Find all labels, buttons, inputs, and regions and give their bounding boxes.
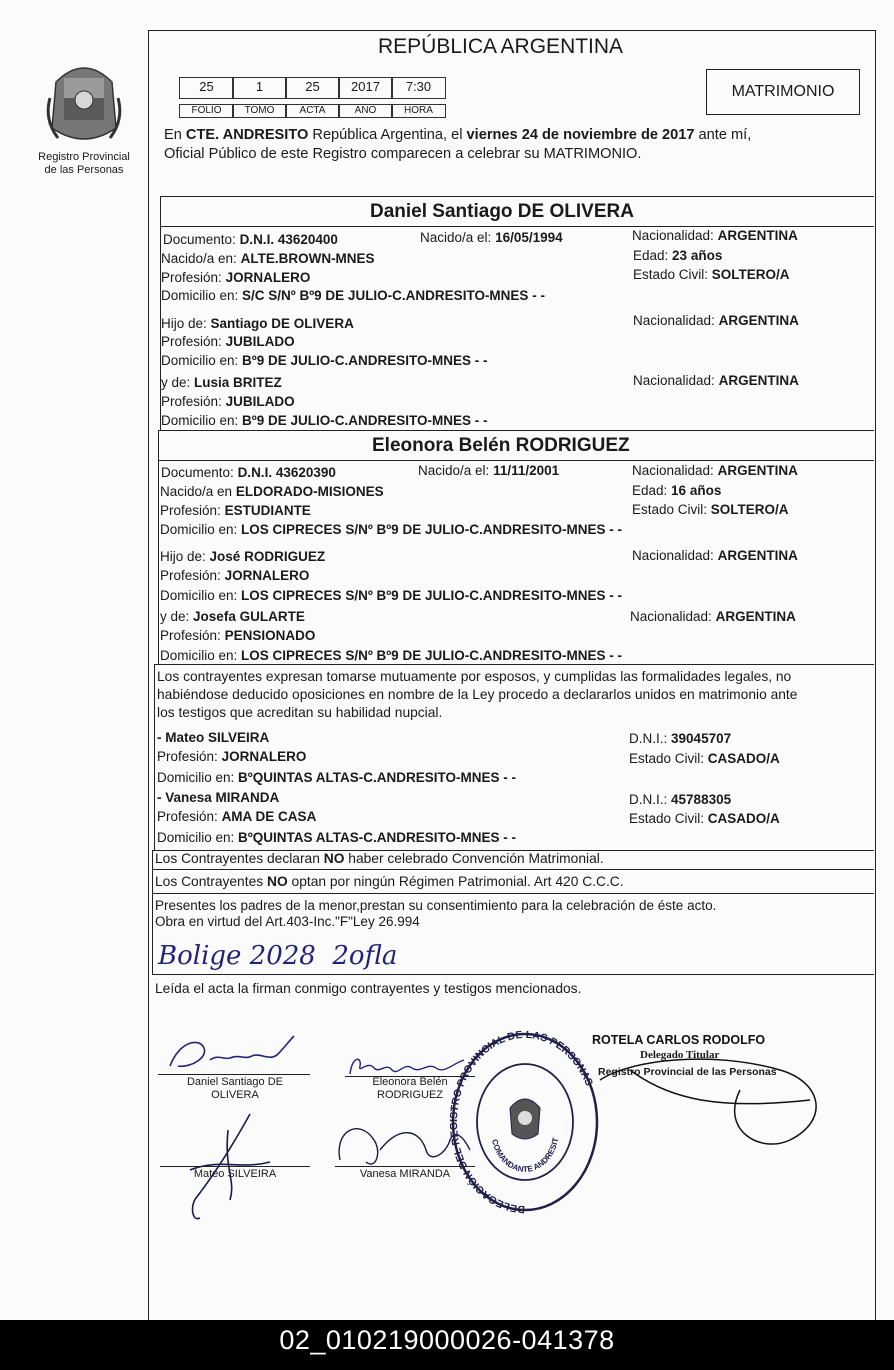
closing-text: Leída el acta la firman conmigo contrayentes y testigos mencionados. <box>155 981 582 996</box>
intro-line1: En CTE. ANDRESITO República Argentina, el viernes 24 de noviembre de 2017 ante mí, <box>164 127 752 143</box>
hour-label: HORA <box>391 104 446 118</box>
bride-mother-nationality: Nacionalidad: ARGENTINA <box>630 609 796 624</box>
year-value: 2017 <box>338 77 393 99</box>
witness2-name: - Vanesa MIRANDA <box>157 790 280 805</box>
groom-mother: y de: Lusia BRITEZ <box>161 375 282 390</box>
logo-arc-text: PROVINCIA DE MISIONES <box>48 48 118 85</box>
witness2-civil-status: Estado Civil: CASADO/A <box>629 811 780 826</box>
folio-value: 25 <box>179 77 234 99</box>
declaration-line3: los testigos que acreditan su habilidad nupcial. <box>157 705 443 720</box>
groom-father-domicile: Domicilio en: Bº9 DE JULIO-C.ANDRESITO-MNES - - <box>161 353 488 368</box>
bride-nationality: Nacionalidad: ARGENTINA <box>632 463 798 478</box>
acta-label: ACTA <box>285 104 340 118</box>
witness1-civil-status: Estado Civil: CASADO/A <box>629 751 780 766</box>
acta-value: 25 <box>285 77 340 99</box>
groom-birthplace: Nacido/a en: ALTE.BROWN-MNES <box>161 251 375 266</box>
svg-text:COMANDANTE ANDRESITO <box>450 1030 560 1174</box>
registry-stamp <box>450 1030 600 1220</box>
groom-profession: Profesión: JORNALERO <box>161 270 311 285</box>
groom-signature-label: Daniel Santiago DE OLIVERA <box>186 1076 283 1101</box>
bride-father-domicile: Domicilio en: LOS CIPRECES S/Nº Bº9 DE JULIO-C.ANDRESITO-MNES - - <box>160 588 622 603</box>
notes-line2: Obra en virtud del Art.403-Inc."F"Ley 26.994 <box>155 914 420 929</box>
bride-father: Hijo de: José RODRIGUEZ <box>160 549 326 564</box>
tomo-value: 1 <box>232 77 287 99</box>
witness2-signature-label: Vanesa MIRANDA <box>359 1168 451 1180</box>
groom-father-nationality: Nacionalidad: ARGENTINA <box>633 313 799 328</box>
bride-mother-profession: Profesión: PENSIONADO <box>160 628 316 643</box>
groom-mother-nationality: Nacionalidad: ARGENTINA <box>633 373 799 388</box>
witness1-domicile: Domicilio en: BºQUINTAS ALTAS-C.ANDRESITO-MNES - - <box>157 770 516 785</box>
official-title: Delegado Titular <box>640 1049 720 1061</box>
groom-mother-domicile: Domicilio en: Bº9 DE JULIO-C.ANDRESITO-MNES - - <box>161 413 488 428</box>
groom-domicile: Domicilio en: S/C S/Nº Bº9 DE JULIO-C.ANDRESITO-MNES - - <box>161 288 545 303</box>
groom-father: Hijo de: Santiago DE OLIVERA <box>161 316 354 331</box>
groom-age: Edad: 23 años <box>633 248 723 263</box>
document-title: REPÚBLICA ARGENTINA <box>378 35 624 58</box>
witness1-name: - Mateo SILVEIRA <box>157 730 270 745</box>
groom-nationality: Nacionalidad: ARGENTINA <box>632 228 798 243</box>
bride-document: Documento: D.N.I. 43620390 <box>161 465 336 480</box>
witness2-domicile: Domicilio en: BºQUINTAS ALTAS-C.ANDRESITO-MNES - - <box>157 830 516 845</box>
bride-name: Eleonora Belén RODRIGUEZ <box>372 435 630 456</box>
record-type: MATRIMONIO <box>731 83 835 100</box>
groom-mother-profession: Profesión: JUBILADO <box>161 394 295 409</box>
bride-birthdate: Nacido/a el: 11/11/2001 <box>418 463 560 478</box>
stamp-inner-text: COMANDANTE ANDRESIT <box>489 1137 561 1174</box>
witness1-signature-label: Mateo SILVEIRA <box>193 1168 277 1180</box>
official-organization: Registro Provincial de las Personas <box>598 1066 777 1078</box>
province-logo <box>36 48 132 148</box>
groom-birthdate: Nacido/a el: 16/05/1994 <box>420 230 563 245</box>
bride-birthplace: Nacido/a en ELDORADO-MISIONES <box>160 484 384 499</box>
witness1-dni: D.N.I.: 39045707 <box>629 731 732 746</box>
record-type-box <box>706 69 860 115</box>
registry-line2: de las Personas <box>44 164 124 176</box>
registry-line1: Registro Provincial <box>38 151 130 163</box>
notes-line1: Presentes los padres de la menor,prestan su consentimiento para la celebración de éste acto. <box>155 898 717 913</box>
bride-father-nationality: Nacionalidad: ARGENTINA <box>632 548 798 563</box>
registry-label <box>20 151 148 177</box>
convention-line1: Los Contrayentes declaran NO haber celebrado Convención Matrimonial. <box>155 851 604 866</box>
convention-line2: Los Contrayentes NO optan por ningún Régimen Patrimonial. Art 420 C.C.C. <box>155 874 624 889</box>
groom-civil-status: Estado Civil: SOLTERO/A <box>633 267 790 282</box>
witness1-profession: Profesión: JORNALERO <box>157 749 307 764</box>
intro-line2: Oficial Público de este Registro comparecen a celebrar su MATRIMONIO. <box>164 146 642 162</box>
handwritten-note: Bolige 2028 2ofla <box>158 941 398 971</box>
bride-father-profession: Profesión: JORNALERO <box>160 568 310 583</box>
bride-mother-domicile: Domicilio en: LOS CIPRECES S/Nº Bº9 DE JULIO-C.ANDRESITO-MNES - - <box>160 648 622 663</box>
bride-domicile: Domicilio en: LOS CIPRECES S/Nº Bº9 DE JULIO-C.ANDRESITO-MNES - - <box>160 522 622 537</box>
bride-age: Edad: 16 años <box>632 483 722 498</box>
year-label: AÑO <box>338 104 393 118</box>
tomo-label: TOMO <box>232 104 287 118</box>
bride-civil-status: Estado Civil: SOLTERO/A <box>632 502 789 517</box>
bride-mother: y de: Josefa GULARTE <box>160 609 305 624</box>
bride-profession: Profesión: ESTUDIANTE <box>160 503 311 518</box>
groom-document: Documento: D.N.I. 43620400 <box>163 232 338 247</box>
bride-signature-label: Eleonora Belén RODRIGUEZ <box>372 1076 448 1101</box>
declaration-line2: habiéndose deducido oposiciones en nombre de la Ley procedo a declararlos unidos en matrimonio ante <box>157 687 798 702</box>
hour-value: 7:30 <box>391 77 446 99</box>
declaration-line1: Los contrayentes expresan tomarse mutuamente por esposos, y cumplidas las formalidades legales, no <box>157 669 792 684</box>
document-code: 02_010219000026-041378 <box>279 1325 615 1355</box>
official-name: ROTELA CARLOS RODOLFO <box>592 1033 766 1047</box>
groom-father-profession: Profesión: JUBILADO <box>161 334 295 349</box>
groom-name: Daniel Santiago DE OLIVERA <box>370 201 634 222</box>
witness2-dni: D.N.I.: 45788305 <box>629 792 732 807</box>
folio-label: FOLIO <box>179 104 234 118</box>
witness2-profession: Profesión: AMA DE CASA <box>157 809 317 824</box>
stamp-ring-text: DELEGACIÓN DEL R RO PROVINCIAL DE LAS PERSONAS <box>450 1030 596 1216</box>
document-code-bar <box>0 1320 894 1370</box>
